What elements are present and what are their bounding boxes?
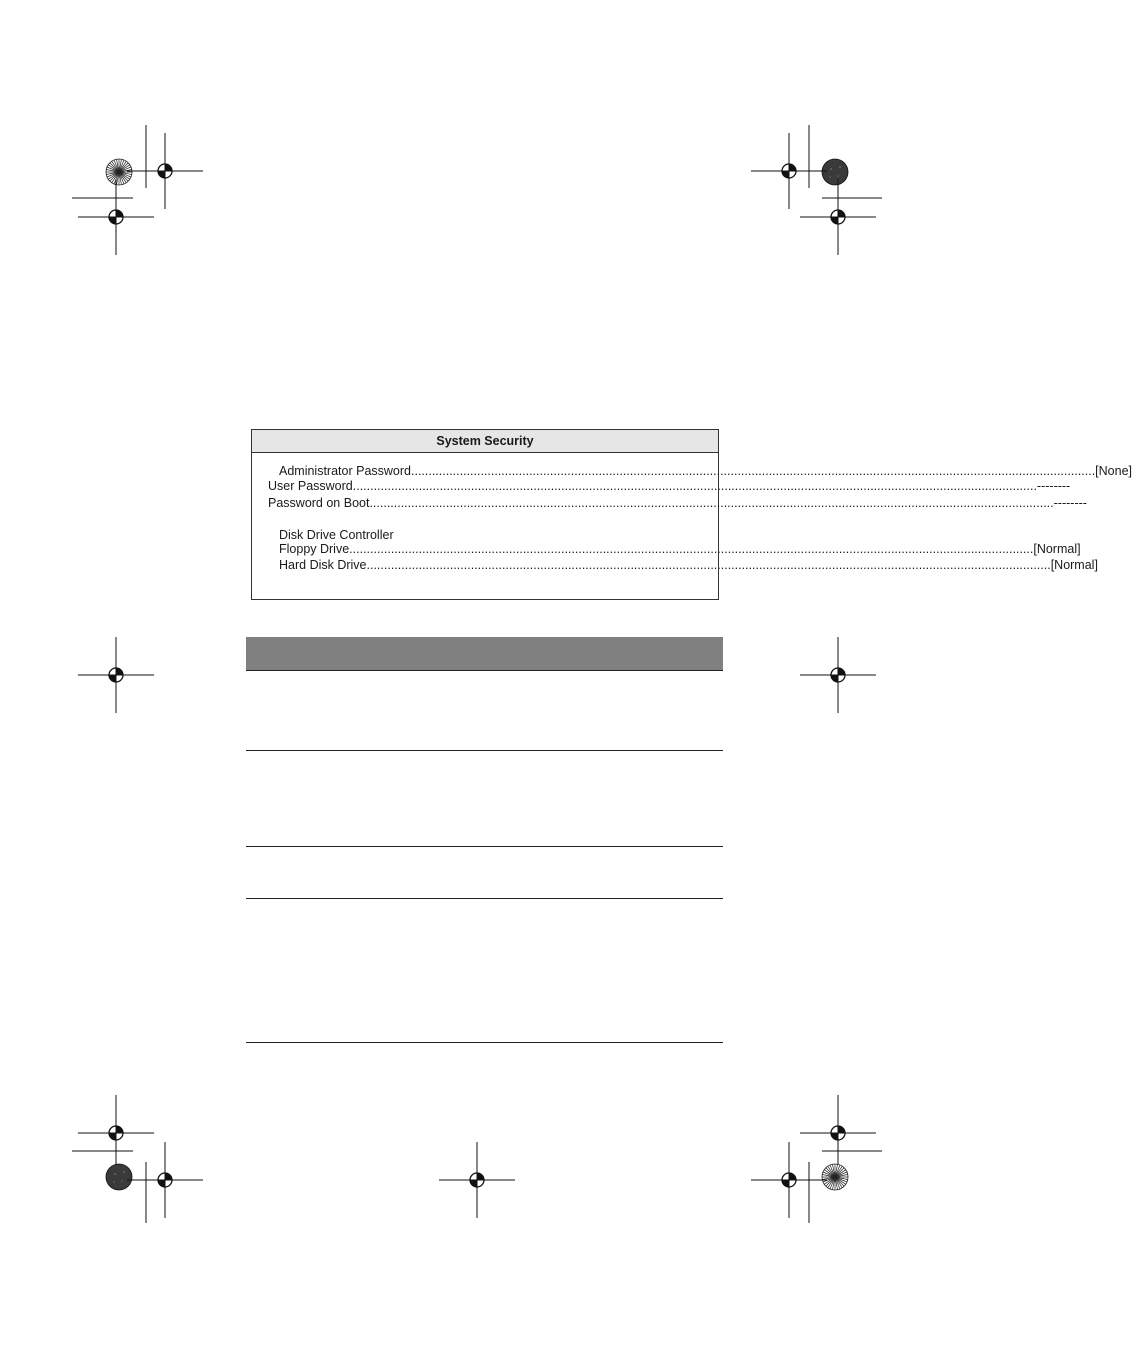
setting-value: [Normal] (1033, 542, 1081, 556)
setting-label: Hard Disk Drive (279, 558, 367, 572)
setting-row-hard-disk-drive[interactable] (279, 558, 1098, 573)
setting-value: [Normal] (1050, 558, 1098, 572)
setting-value: -------- (1036, 479, 1071, 493)
setting-label: Password on Boot (268, 496, 370, 510)
setting-row-floppy-drive[interactable] (279, 542, 1081, 557)
system-security-screen (251, 429, 1132, 600)
section-label: Disk Drive Controller (279, 528, 394, 542)
setting-row-administrator-password[interactable] (279, 464, 1132, 479)
table-row-divider (246, 898, 723, 899)
setting-label: Administrator Password (279, 464, 411, 478)
table-row-divider (246, 846, 723, 847)
section-heading-disk-drive-controller (279, 528, 394, 543)
setting-value: [None] (1095, 464, 1132, 478)
setting-row-password-on-boot[interactable] (268, 496, 1087, 511)
setting-label: User Password (268, 479, 353, 493)
table-header (246, 637, 723, 671)
dot-leader: ..................................................................................................................................................................................................... (411, 464, 1096, 478)
dot-leader: ..................................................................................................................................................................................................... (349, 542, 1034, 556)
panel-title: System Security (252, 430, 718, 453)
dot-leader: ..................................................................................................................................................................................................... (366, 558, 1051, 572)
setting-value: -------- (1053, 496, 1087, 510)
setting-label: Floppy Drive (279, 542, 350, 556)
dot-leader: ..................................................................................................................................................................................................... (352, 479, 1037, 493)
setting-row-user-password[interactable] (268, 479, 1071, 494)
dot-leader: ..................................................................................................................................................................................................... (369, 496, 1054, 510)
table-row-divider (246, 1042, 723, 1043)
table-row-divider (246, 750, 723, 751)
